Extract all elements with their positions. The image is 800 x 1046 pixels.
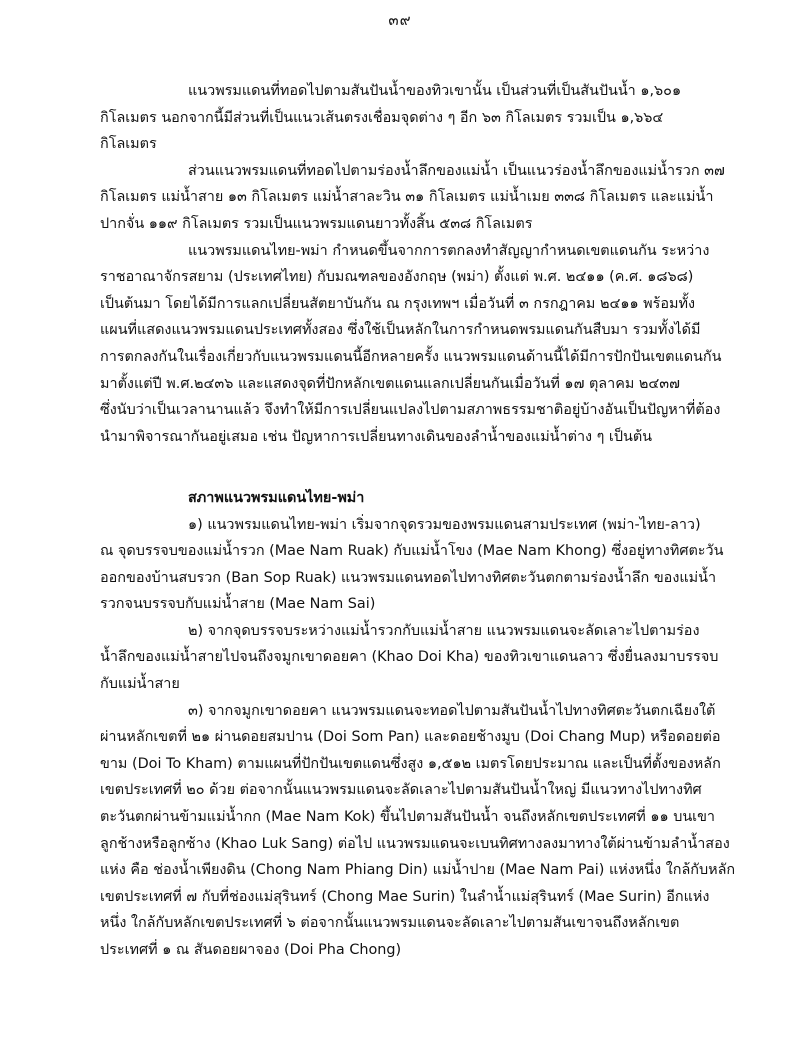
- item-line: ลูกช้างหรือลูกซ้าง (Khao Luk Sang) ต่อไป แนวพรมแดนจะเบนทิศทางลงมาทางใต้ผ่านข้ามลำน้ำสอง: [100, 835, 730, 852]
- paragraph-line: เป็นต้นมา โดยได้มีการแลกเปลี่ยนสัตยาบันกัน ณ กรุงเทพฯ เมื่อวันที่ ๓ กรกฎาคม ๒๔๑๑ พร้อมทั้ง: [100, 295, 696, 312]
- section-item-2: [100, 618, 740, 698]
- page-number: ๓๙: [388, 11, 412, 29]
- item-line: ตะวันตกผ่านข้ามแม่น้ำกก (Mae Nam Kok) ขึ้นไปตามสันปันน้ำ จนถึงหลักเขตประเทศที่ ๑๑ บนเขา: [100, 809, 716, 826]
- paragraph-river-channel: [100, 158, 740, 238]
- item-line: กับแม่น้ำสาย: [100, 676, 180, 693]
- paragraph-watershed: [100, 78, 740, 158]
- item-line: ๑) แนวพรมแดนไทย-พม่า เริ่มจากจุดรวมของพรมแดนสามประเทศ (พม่า-ไทย-ลาว): [188, 516, 701, 533]
- paragraph-line: แนวพรมแดนที่ทอดไปตามสันปันน้ำของทิวเขานั้น เป็นส่วนที่เป็นสันปันน้ำ ๑,๖๐๑: [188, 83, 682, 99]
- paragraph-line: การตกลงกันในเรื่องเกี่ยวกับแนวพรมแดนนี้อีกหลายครั้ง แนวพรมแดนด้านนี้ได้มีการปักปันเขตแดนกัน: [100, 348, 722, 365]
- paragraph-line: มาตั้งแต่ปี พ.ศ.๒๔๓๖ และแสดงจุดที่ปักหลักเขตแดนแลกเปลี่ยนกันเมื่อวันที่ ๑๗ ตุลาคม ๒๔๓๗: [100, 375, 680, 392]
- item-line: รวกจนบรรจบกับแม่น้ำสาย (Mae Nam Sai): [100, 596, 376, 613]
- paragraph-line: แนวพรมแดนไทย-พม่า กำหนดขึ้นจากการตกลงทำสัญญากำหนดเขตแดนกัน ระหว่าง: [188, 242, 710, 259]
- item-line: ประเทศที่ ๑ ณ สันดอยผาจอง (Doi Pha Chong): [100, 942, 402, 958]
- section-item-3: [100, 698, 740, 964]
- item-line: น้ำลึกของแม่น้ำสายไปจนถึงจมูกเขาดอยคา (Khao Doi Kha) ของทิวเขาแดนลาว ซึ่งยื่นลงมาบรรจบ: [100, 649, 719, 666]
- section-spacer: [100, 450, 740, 477]
- paragraph-treaty-history: [100, 238, 740, 451]
- paragraph-line: นำมาพิจารณากันอยู่เสมอ เช่น ปัญหาการเปลี่ยนทางเดินของลำน้ำของแม่น้ำต่าง ๆ เป็นต้น: [100, 428, 653, 445]
- item-line: หนึ่ง ใกล้กับหลักเขตประเทศที่ ๖ ต่อจากนั้นแนวพรมแดนจะลัดเลาะไปตามสันเขาจนถึงหลักเขต: [100, 915, 680, 932]
- item-line: ขาม (Doi To Kham) ตามแผนที่ปักปันเขตแดนซึ่งสูง ๑,๕๑๒ เมตรโดยประมาณ และเป็นที่ตั้งของหลัก: [100, 755, 721, 772]
- paragraph-line: กิโลเมตร แม่น้ำสาย ๑๓ กิโลเมตร แม่น้ำสาละวิน ๓๑ กิโลเมตร แม่น้ำเมย ๓๓๘ กิโลเมตร และแม่น้ำ: [100, 189, 714, 206]
- item-line: ณ จุดบรรจบของแม่น้ำรวก (Mae Nam Ruak) กับแม่น้ำโขง (Mae Nam Khong) ซึ่งอยู่ทางทิศตะวัน: [100, 543, 724, 560]
- body-text: [100, 78, 740, 964]
- item-line: แห่ง คือ ช่องน้ำเพียงดิน (Chong Nam Phiang Din) แม่น้ำปาย (Mae Nam Pai) แห่งหนึ่ง ใกล้กับหลัก: [100, 862, 736, 879]
- paragraph-line: กิโลเมตร นอกจากนี้มีส่วนที่เป็นแนวเส้นตรงเชื่อมจุดต่าง ๆ อีก ๖๓ กิโลเมตร รวมเป็น ๑,๖๖๔: [100, 109, 664, 126]
- paragraph-line: แผนที่แสดงแนวพรมแดนประเทศทั้งสอง ซึ่งใช้เป็นหลักในการกำหนดพรมแดนกันสืบมา รวมทั้งได้มี: [100, 322, 701, 339]
- paragraph-line: ส่วนแนวพรมแดนที่ทอดไปตามร่องน้ำลึกของแม่น้ำ เป็นแนวร่องน้ำลึกของแม่น้ำรวก ๓๗: [188, 162, 725, 179]
- paragraph-line: กิโลเมตร: [100, 136, 157, 153]
- section-heading: สภาพแนวพรมแดนไทย-พม่า: [188, 489, 365, 506]
- item-line: ๓) จากจมูกเขาดอยคา แนวพรมแดนจะทอดไปตามสันปันน้ำไปทางทิศตะวันตกเฉียงใต้: [188, 702, 716, 719]
- item-line: เขตประเทศที่ ๒๐ ด้วย ต่อจากนั้นแนวพรมแดนจะลัดเลาะไปตามสันปันน้ำใหญ่ มีแนวทางไปทางทิศ: [100, 782, 702, 799]
- item-line: เขตประเทศที่ ๗ กับที่ช่องแม่สุรินทร์ (Chong Mae Surin) ในลำน้ำแม่สุรินทร์ (Mae Surin) อีกแห่ง: [100, 888, 710, 905]
- item-line: ออกของบ้านสบรวก (Ban Sop Ruak) แนวพรมแดนทอดไปทางทิศตะวันตกตามร่องน้ำลึก ของแม่น้ำ: [100, 569, 717, 586]
- section-item-1: [100, 512, 740, 618]
- paragraph-line: ซึ่งนับว่าเป็นเวลานานแล้ว จึงทำให้มีการเปลี่ยนแปลงไปตามสภาพธรรมชาติอยู่บ้างอันเป็นปัญหาที่ต้อง: [100, 402, 721, 419]
- paragraph-line: ราชอาณาจักรสยาม (ประเทศไทย) กับมณฑลของอังกฤษ (พม่า) ตั้งแต่ พ.ศ. ๒๔๑๑ (ค.ศ. ๑๘๖๘): [100, 269, 694, 286]
- item-line: ๒) จากจุดบรรจบระหว่างแม่น้ำรวกกับแม่น้ำสาย แนวพรมแดนจะลัดเลาะไปตามร่อง: [188, 622, 700, 639]
- paragraph-line: ปากจั่น ๑๑๙ กิโลเมตร รวมเป็นแนวพรมแดนยาวทั้งสิ้น ๕๓๘ กิโลเมตร: [100, 215, 533, 232]
- item-line: ผ่านหลักเขตที่ ๒๑ ผ่านดอยสมปาน (Doi Som Pan) และดอยช้างมูบ (Doi Chang Mup) หรือดอยต่อ: [100, 729, 721, 746]
